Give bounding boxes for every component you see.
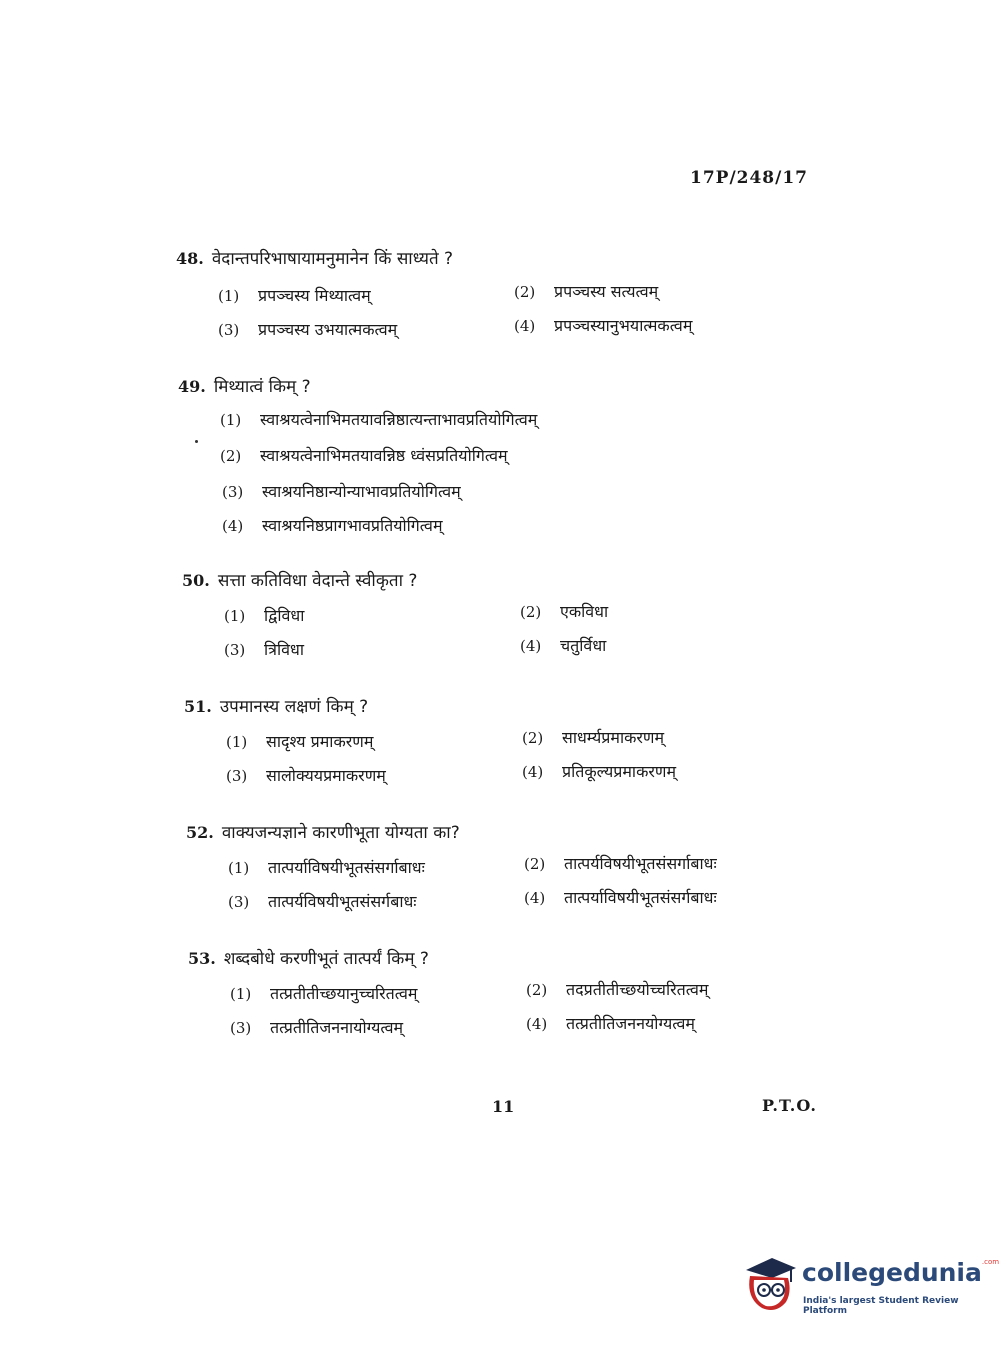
option-number: (3): [228, 893, 250, 911]
option-text: साधर्म्यप्रमाकरणम्: [562, 728, 665, 747]
option-text: प्रपञ्चस्यानुभयात्मकत्वम्: [554, 316, 693, 335]
option-text: प्रपञ्चस्य मिथ्यात्वम्: [258, 286, 371, 305]
pto-label: P.T.O.: [762, 1096, 817, 1115]
logo-name-text: collegedunia: [802, 1258, 982, 1287]
option-1: [218, 284, 371, 306]
option-number: (3): [226, 767, 248, 785]
option-number: (1): [230, 985, 252, 1003]
option-3: [228, 890, 417, 912]
option-text: प्रपञ्चस्य सत्यत्वम्: [554, 282, 659, 301]
question-number: 49.: [178, 377, 206, 396]
option-text: प्रतिकूल्यप्रमाकरणम्: [562, 762, 677, 781]
option-number: (3): [222, 483, 244, 501]
option-text: तात्पर्यविषयीभूतसंसर्गाबाधः: [564, 854, 717, 873]
option-number: (1): [220, 411, 242, 429]
option-number: (1): [218, 287, 240, 305]
option-number: (2): [220, 447, 242, 465]
option-number: (4): [222, 517, 244, 535]
logo-suffix: .com: [981, 1258, 1000, 1266]
option-2: [220, 444, 508, 466]
option-3: [226, 764, 386, 786]
option-3: [218, 318, 397, 340]
option-text: प्रपञ्चस्य उभयात्मकत्वम्: [258, 320, 398, 339]
option-text: तात्पर्यविषयीभूतसंसर्गबाधः: [268, 892, 417, 911]
question-header: [184, 694, 368, 717]
option-text: तात्पर्याविषयीभूतसंसर्गाबाधः: [268, 858, 425, 877]
option-number: (4): [514, 317, 536, 335]
option-1: [230, 982, 418, 1004]
option-number: (3): [230, 1019, 252, 1037]
question-text: वेदान्तपरिभाषायामनुमानेन किं साध्यते ?: [211, 249, 454, 269]
option-text: स्वाश्रयत्वेनाभिमतयावन्निष्ठात्यन्ताभावप्रतियोगित्वम्: [260, 410, 538, 429]
option-text: सालोक्ययप्रमाकरणम्: [266, 766, 386, 785]
option-number: (3): [224, 641, 246, 659]
option-3: [224, 638, 304, 660]
option-number: (4): [522, 763, 544, 781]
question-header: [188, 946, 429, 969]
option-number: (2): [524, 855, 546, 873]
option-4: [522, 760, 676, 782]
option-3: [222, 480, 461, 502]
option-1: [226, 730, 373, 752]
option-4: [520, 634, 606, 656]
paper-code: 17P/248/17: [690, 168, 809, 188]
option-text: तदप्रतीतीच्छयोच्चरितत्वम्: [566, 980, 709, 999]
question-text: शब्दबोधे करणीभूतं तात्पर्यं किम् ?: [223, 949, 429, 969]
option-1: [220, 408, 537, 430]
option-text: सादृश्य प्रमाकरणम्: [266, 732, 374, 751]
option-2: [524, 852, 717, 874]
question-header: [178, 374, 311, 397]
option-2: [520, 600, 608, 622]
option-4: [222, 514, 443, 536]
option-4: [526, 1012, 695, 1034]
option-3: [230, 1016, 403, 1038]
option-number: (1): [224, 607, 246, 625]
option-text: तत्प्रतीतीच्छयानुच्चरितत्वम्: [270, 984, 418, 1003]
question-text: वाक्यजन्यज्ञाने कारणीभूता योग्यता का?: [221, 823, 460, 843]
question-header: [182, 568, 417, 591]
question-text: उपमानस्य लक्षणं किम् ?: [219, 697, 369, 717]
option-text: स्वाश्रयनिष्ठान्योन्याभावप्रतियोगित्वम्: [262, 482, 461, 501]
option-4: [524, 886, 717, 908]
logo-tagline: India's largest Student Review Platform: [803, 1296, 959, 1316]
option-number: (2): [526, 981, 548, 999]
mascot-icon: [740, 1252, 798, 1314]
question-text: मिथ्यात्वं किम् ?: [213, 377, 311, 397]
collegedunia-logo: [740, 1252, 1000, 1322]
stray-mark: [195, 440, 198, 443]
option-text: तत्प्रतीतिजननयोग्यत्वम्: [566, 1014, 695, 1033]
logo-wordmark: [802, 1258, 999, 1287]
option-1: [228, 856, 425, 878]
option-text: द्विविधा: [264, 606, 305, 625]
option-number: (1): [228, 859, 250, 877]
option-2: [514, 280, 658, 302]
option-4: [514, 314, 692, 336]
question-header: [176, 246, 453, 269]
option-2: [526, 978, 708, 1000]
option-number: (3): [218, 321, 240, 339]
option-number: (4): [524, 889, 546, 907]
option-number: (4): [520, 637, 542, 655]
option-number: (2): [520, 603, 542, 621]
page-number: 11: [492, 1097, 515, 1116]
question-number: 52.: [186, 823, 214, 842]
option-text: एकविधा: [560, 602, 609, 621]
option-number: (2): [514, 283, 536, 301]
option-number: (4): [526, 1015, 548, 1033]
option-number: (2): [522, 729, 544, 747]
option-text: तात्पर्याविषयीभूतसंसर्गबाधः: [564, 888, 717, 907]
option-number: (1): [226, 733, 248, 751]
question-number: 53.: [188, 949, 216, 968]
option-1: [224, 604, 304, 626]
question-header: [186, 820, 460, 843]
option-text: तत्प्रतीतिजननायोग्यत्वम्: [270, 1018, 404, 1037]
question-number: 48.: [176, 249, 204, 268]
option-text: स्वाश्रयत्वेनाभिमतयावन्निष्ठ ध्वंसप्रतियोगित्वम्: [260, 446, 508, 465]
option-text: चतुर्विधा: [560, 636, 607, 655]
question-number: 50.: [182, 571, 210, 590]
option-2: [522, 726, 664, 748]
question-text: सत्ता कतिविधा वेदान्ते स्वीकृता ?: [217, 571, 418, 591]
option-text: त्रिविधा: [264, 640, 305, 659]
question-number: 51.: [184, 697, 212, 716]
option-text: स्वाश्रयनिष्ठप्रागभावप्रतियोगित्वम्: [262, 516, 443, 535]
